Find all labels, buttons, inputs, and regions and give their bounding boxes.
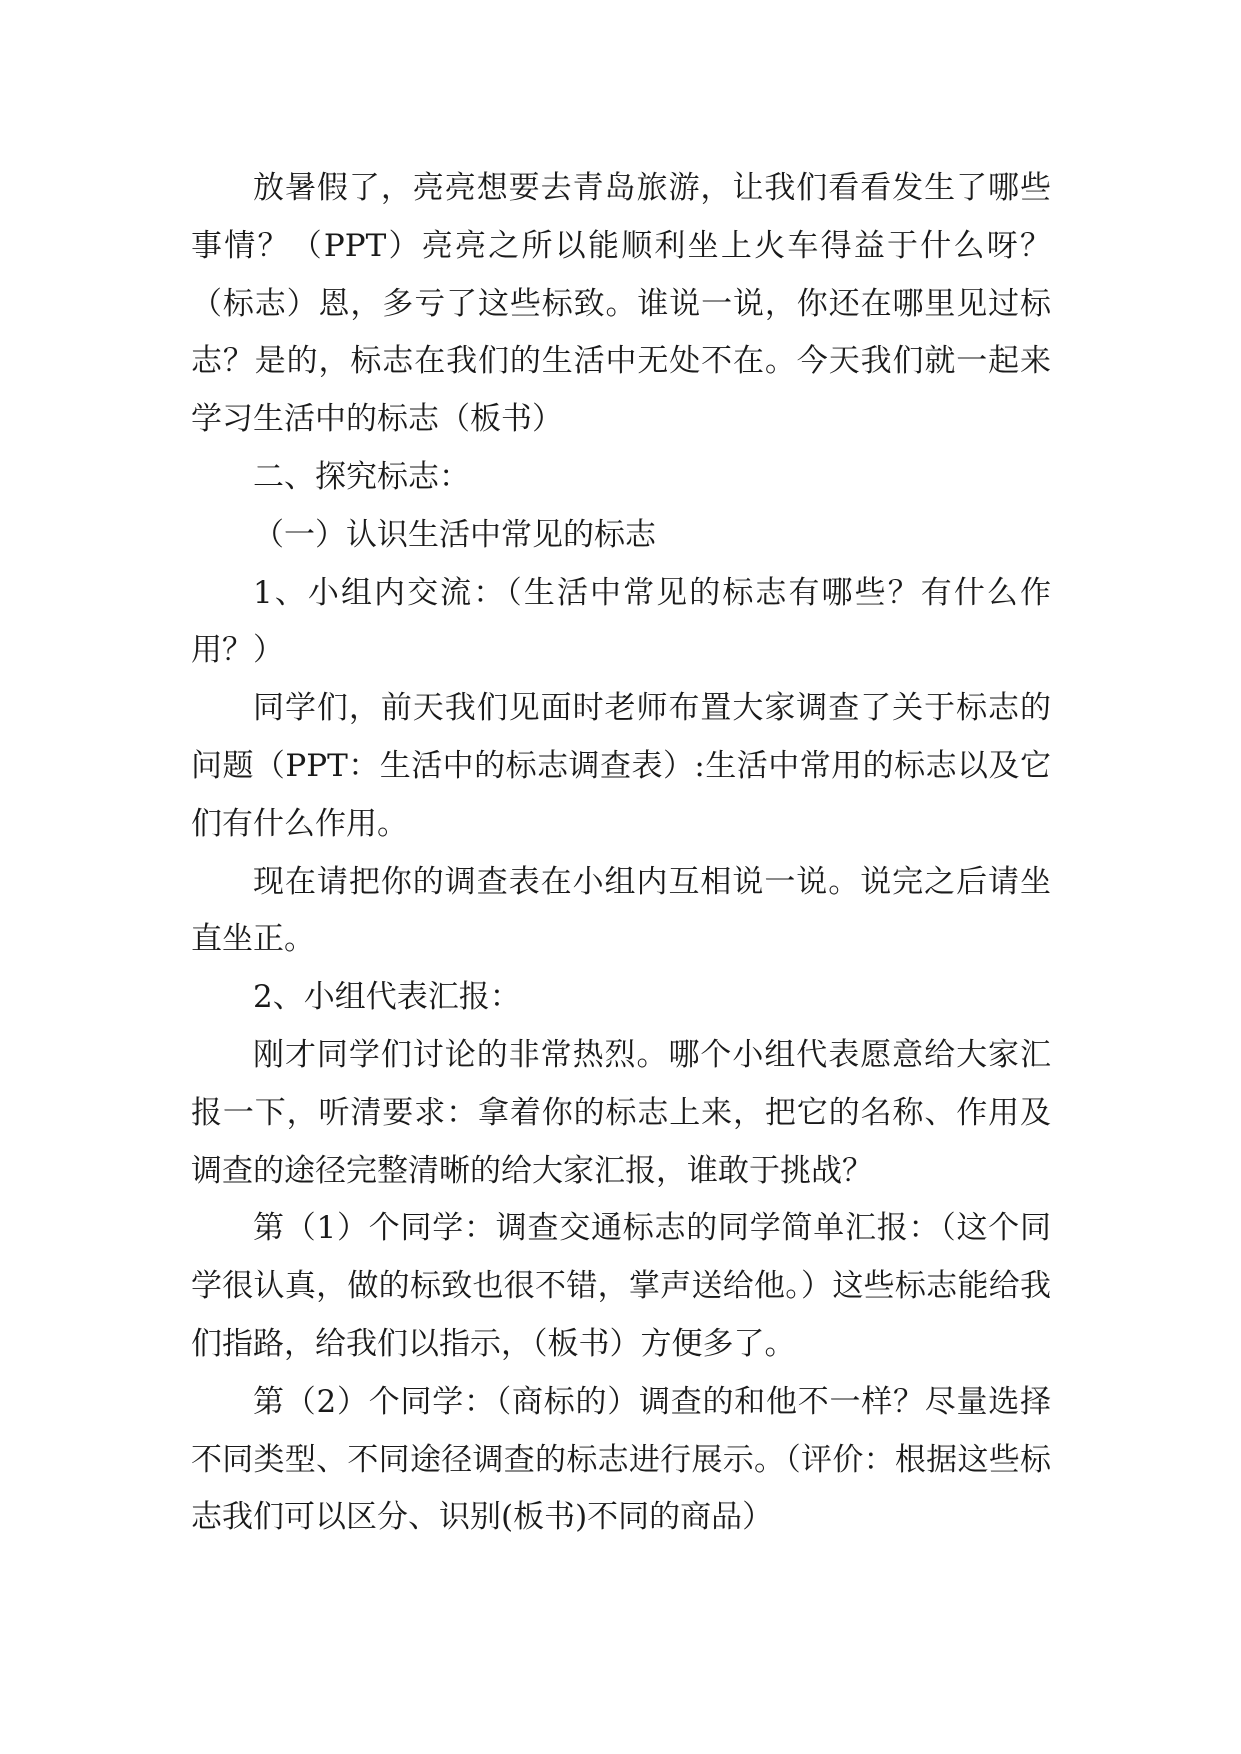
- step-group-discussion: 1、小组内交流：（生活中常见的标志有哪些？有什么作用？）: [191, 574, 1051, 669]
- paragraph-intro: 放暑假了，亮亮想要去青岛旅游，让我们看看发生了哪些事情？（PPT）亮亮之所以能顺利坐上火车得益于什么呀？（标志）恩，多亏了这些标致。谁说一说，你还在哪里见过标志？是的，标志在我们的生活中无处不在。今天我们就一起来学习生活中的标志（板书）: [191, 170, 1051, 438]
- section-heading-explore: 二、探究标志：: [253, 458, 470, 495]
- paragraph-student-1: 第（1）个同学：调查交通标志的同学简单汇报：（这个同学很认真，做的标致也很不错，掌声送给他。）这些标志能给我们指路，给我们以指示，（板书）方便多了。: [191, 1210, 1051, 1362]
- paragraph-student-2: 第（2）个同学：（商标的）调查的和他不一样？尽量选择不同类型、不同途径调查的标志进行展示。（评价：根据这些标志我们可以区分、识别(板书)不同的商品）: [191, 1383, 1051, 1536]
- document-body: [191, 160, 1051, 1547]
- step-group-report: 2、小组代表汇报：: [253, 979, 521, 1016]
- paragraph-share: 现在请把你的调查表在小组内互相说一说。说完之后请坐直坐正。: [191, 863, 1051, 958]
- subsection-heading-common-signs: （一）认识生活中常见的标志: [253, 516, 656, 553]
- paragraph-report-request: 刚才同学们讨论的非常热烈。哪个小组代表愿意给大家汇报一下，听清要求：拿着你的标志上来，把它的名称、作用及调查的途径完整清晰的给大家汇报，谁敢于挑战？: [191, 1036, 1051, 1189]
- paragraph-survey: 同学们，前天我们见面时老师布置大家调查了关于标志的问题（PPT：生活中的标志调查表）:生活中常用的标志以及它们有什么作用。: [191, 690, 1051, 842]
